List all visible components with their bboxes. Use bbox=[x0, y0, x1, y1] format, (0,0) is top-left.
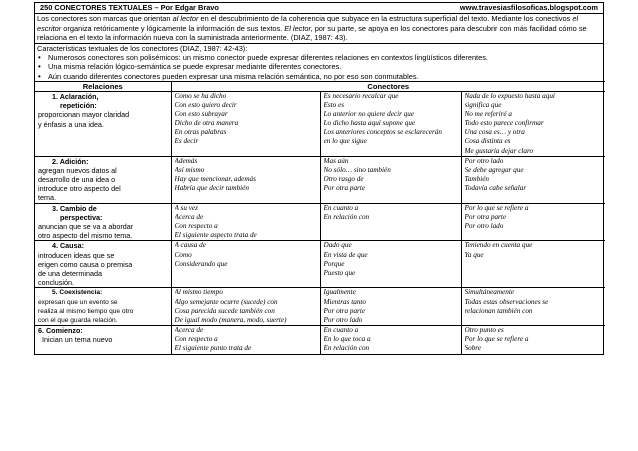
relation-cell bbox=[35, 326, 171, 354]
connector-phrase: Al mismo tiempo bbox=[174, 288, 223, 297]
connector-phrase: Nada de lo expuesto hasta aquí bbox=[464, 91, 555, 100]
relation-cell bbox=[35, 91, 171, 156]
connector-phrase: También bbox=[464, 174, 489, 183]
intro-paragraph bbox=[35, 14, 603, 44]
connector-phrase: Con respecto a bbox=[174, 221, 218, 230]
connectors-cell bbox=[171, 241, 320, 288]
connector-phrase: Mientras tanto bbox=[323, 297, 367, 306]
table-row bbox=[35, 203, 605, 241]
connector-phrase: Se debe agregar que bbox=[464, 165, 524, 174]
characteristics-section bbox=[35, 44, 603, 81]
connector-phrase: Por otra parte bbox=[323, 306, 366, 315]
relation-title: 1. Aclaración, bbox=[52, 91, 99, 101]
relation-description-line: proporcionan mayor claridad bbox=[38, 110, 130, 120]
connector-phrase: En otras palabras bbox=[174, 128, 227, 137]
connector-phrase: Cosa parecida sucede también con bbox=[174, 306, 275, 315]
relation-description-line: expresan que un evento se bbox=[38, 298, 118, 306]
connector-phrase: En relación con bbox=[323, 212, 370, 221]
table-row bbox=[35, 241, 605, 288]
document bbox=[34, 2, 604, 355]
relation-description-line: de una determinada bbox=[38, 269, 102, 279]
connector-phrase: Porque bbox=[323, 259, 345, 268]
connectors-cell bbox=[461, 326, 605, 354]
connector-phrase: El siguiente punto trata de bbox=[174, 344, 252, 353]
connector-phrase: En lo que toca a bbox=[323, 335, 371, 344]
list-item: • Una misma relación lógico-semántica se puede expresar mediante diferentes conectores. bbox=[37, 62, 601, 71]
connector-phrase: Los anteriores conceptos se esclarecerán bbox=[323, 128, 442, 137]
connector-phrase: A su vez bbox=[174, 203, 198, 212]
relation-description-line: desarrollo de una idea o bbox=[38, 175, 116, 185]
connectors-cell bbox=[171, 91, 320, 156]
connector-phrase: Por otro lado bbox=[464, 156, 504, 165]
connectors-cell bbox=[461, 203, 605, 241]
relation-cell bbox=[35, 203, 171, 241]
relation-description-line: tema. bbox=[38, 193, 56, 203]
connectors-cell bbox=[320, 241, 461, 288]
connector-phrase: A causa de bbox=[174, 241, 206, 250]
connectors-cell bbox=[171, 203, 320, 241]
connector-phrase: Ya que bbox=[464, 250, 484, 259]
connector-phrase: De igual modo (manera, modo, suerte) bbox=[174, 315, 287, 324]
table-row bbox=[35, 156, 605, 203]
connector-phrase: Por lo que se refiere a bbox=[464, 335, 529, 344]
connector-phrase: Por otra parte bbox=[464, 212, 507, 221]
connector-phrase: Algo semejante ocurre (sucede) con bbox=[174, 297, 278, 306]
column-header-relaciones: Relaciones bbox=[35, 81, 171, 91]
connector-phrase: Teniendo en cuenta que bbox=[464, 241, 533, 250]
connector-phrase: Simultáneamente bbox=[464, 288, 515, 297]
characteristics-list bbox=[37, 53, 601, 81]
relation-cell bbox=[35, 288, 171, 326]
relation-description-line: agregan nuevos datos al bbox=[38, 165, 117, 175]
connector-phrase: Con respecto a bbox=[174, 335, 218, 344]
connector-phrase: No me referiré a bbox=[464, 110, 512, 119]
relation-description-line: erigen como causa o premisa bbox=[38, 259, 133, 269]
connector-phrase: Es decir bbox=[174, 137, 199, 146]
connector-phrase: Lo anterior no quiere decir que bbox=[323, 110, 415, 119]
list-item: • Aún cuando diferentes conectores pueden expresar una misma relación semántica, no por eso son conmutables. bbox=[37, 72, 601, 81]
connector-phrase: Sobre bbox=[464, 344, 482, 353]
connectors-cell bbox=[320, 288, 461, 326]
relation-description-line: introducen ideas que se bbox=[38, 250, 115, 260]
connector-phrase: Mas aún bbox=[323, 156, 349, 165]
connector-phrase: No sólo… sino también bbox=[323, 165, 391, 174]
connector-phrase: relacionan también con bbox=[464, 306, 533, 315]
characteristics-heading: Características textuales de los conectores (DIAZ, 1987: 42-43): bbox=[37, 43, 248, 53]
connectors-cell bbox=[171, 288, 320, 326]
relation-description-line: realiza al mismo tiempo que otro bbox=[38, 307, 134, 315]
column-header-conectores: Conectores bbox=[171, 81, 605, 91]
intro-text: Los conectores son marcas que orientan bbox=[37, 14, 173, 23]
connector-phrase: Todo esto parece confirmar bbox=[464, 119, 544, 128]
connectors-cell bbox=[171, 156, 320, 203]
relation-description-line: otro aspecto del mismo tema. bbox=[38, 231, 133, 241]
table-body bbox=[35, 91, 605, 353]
connector-phrase: Considerando que bbox=[174, 259, 228, 268]
connector-phrase: En vista de que bbox=[323, 250, 368, 259]
connector-phrase: Acerca de bbox=[174, 212, 204, 221]
connector-phrase: Puesto que bbox=[323, 268, 356, 277]
relation-description-line: conclusión. bbox=[38, 278, 74, 288]
relation-cell bbox=[35, 241, 171, 288]
intro-italic: El lector, bbox=[284, 23, 313, 33]
connector-phrase: En cuanto a bbox=[323, 203, 359, 212]
relation-title: 6. Comienzo: bbox=[38, 326, 83, 336]
relation-description-line: repetición: bbox=[60, 101, 97, 111]
intro-text: organiza retóricamente y lógicamente la información de sus textos. bbox=[61, 23, 285, 33]
connector-phrase: Hay que mencionar, además bbox=[174, 174, 256, 183]
connector-phrase: Es necesario recalcar que bbox=[323, 91, 399, 100]
relation-description-line: perspectiva: bbox=[60, 212, 103, 222]
connector-phrase: Una cosa es… y otra bbox=[464, 128, 525, 137]
intro-italic: el escritor bbox=[37, 14, 579, 33]
connector-phrase: Por otro lado bbox=[323, 315, 363, 324]
connector-phrase: Otro punto es bbox=[464, 326, 504, 335]
connectors-cell bbox=[461, 241, 605, 288]
blog-url: www.travesiasfilosoficas.blogspot.com bbox=[459, 3, 598, 12]
connector-phrase: significa que bbox=[464, 101, 502, 110]
connector-phrase: Por lo que se refiere a bbox=[464, 203, 529, 212]
connectors-table bbox=[35, 81, 605, 354]
connectors-cell bbox=[320, 156, 461, 203]
connector-phrase: Todas estas observaciones se bbox=[464, 297, 549, 306]
intro-text: por su parte, se apoya en los conectores para descubrir con más facilidad cómo se relaciona en el texto la información nueva con la suministrada anteriormente. (DIAZ, 1987: 43). bbox=[37, 23, 587, 43]
connector-phrase: Así mismo bbox=[174, 165, 205, 174]
table-row bbox=[35, 91, 605, 156]
connector-phrase: Con esto quiero decir bbox=[174, 101, 237, 110]
table-row bbox=[35, 288, 605, 326]
connectors-cell bbox=[320, 326, 461, 354]
connectors-cell bbox=[320, 91, 461, 156]
connector-phrase: Todavía cabe señalar bbox=[464, 183, 527, 192]
connector-phrase: Por otra parte bbox=[323, 183, 366, 192]
connectors-cell bbox=[461, 156, 605, 203]
relation-title: 4. Causa: bbox=[52, 241, 84, 251]
relation-description-line: con el que guarda relación. bbox=[38, 317, 118, 325]
title-row bbox=[35, 3, 603, 14]
intro-text: en el descubrimiento de la coherencia que subyace en la estructura superficial del texto. Mediante los conectivos bbox=[198, 14, 573, 23]
connector-phrase: Esto es bbox=[323, 101, 345, 110]
relation-title: 5. Coexistencia: bbox=[52, 289, 103, 297]
connectors-cell bbox=[320, 203, 461, 241]
table-row bbox=[35, 326, 605, 354]
connector-phrase: Igualmente bbox=[323, 288, 356, 297]
list-item: • Numerosos conectores son polisémicos: un mismo conector puede expresar diferentes relaciones en contextos lingüísticos diferentes. bbox=[37, 53, 601, 62]
intro-italic: al lector bbox=[172, 14, 199, 23]
connector-phrase: El siguiente aspecto trata de bbox=[174, 230, 257, 239]
connectors-cell bbox=[171, 326, 320, 354]
connector-phrase: Dado que bbox=[323, 241, 352, 250]
connector-phrase: Habría que decir también bbox=[174, 183, 249, 192]
relation-cell bbox=[35, 156, 171, 203]
document-title: 250 CONECTORES TEXTUALES – Por Edgar Bravo bbox=[40, 3, 219, 12]
connector-phrase: en lo que sigue bbox=[323, 137, 367, 146]
connector-phrase: Con esto subrayar bbox=[174, 110, 228, 119]
relation-description-line: y énfasis a una idea. bbox=[38, 119, 104, 129]
relation-title: 2. Adición: bbox=[52, 156, 89, 166]
connector-phrase: Como bbox=[174, 250, 192, 259]
connector-phrase: Me gustaría dejar claro bbox=[464, 146, 534, 155]
connector-phrase: Además bbox=[174, 156, 198, 165]
connector-phrase: En cuanto a bbox=[323, 326, 359, 335]
connectors-cell bbox=[461, 288, 605, 326]
connector-phrase: Como se ha dicho bbox=[174, 91, 227, 100]
connector-phrase: En relación con bbox=[323, 344, 370, 353]
connector-phrase: Lo dicho hasta aquí supone que bbox=[323, 119, 416, 128]
relation-description-line: introduce otro aspecto del bbox=[38, 184, 121, 194]
relation-description-line: Inician un tema nuevo bbox=[42, 335, 113, 345]
relation-description-line: anuncian que se va a abordar bbox=[38, 222, 134, 232]
connector-phrase: Dicho de otra manera bbox=[174, 119, 239, 128]
connector-phrase: Otro rasgo de bbox=[323, 174, 364, 183]
connector-phrase: Cosa distinta es bbox=[464, 137, 511, 146]
connector-phrase: Acerca de bbox=[174, 326, 204, 335]
relation-title: 3. Cambio de bbox=[52, 203, 97, 213]
connectors-cell bbox=[461, 91, 605, 156]
connector-phrase: Por otro lado bbox=[464, 221, 504, 230]
